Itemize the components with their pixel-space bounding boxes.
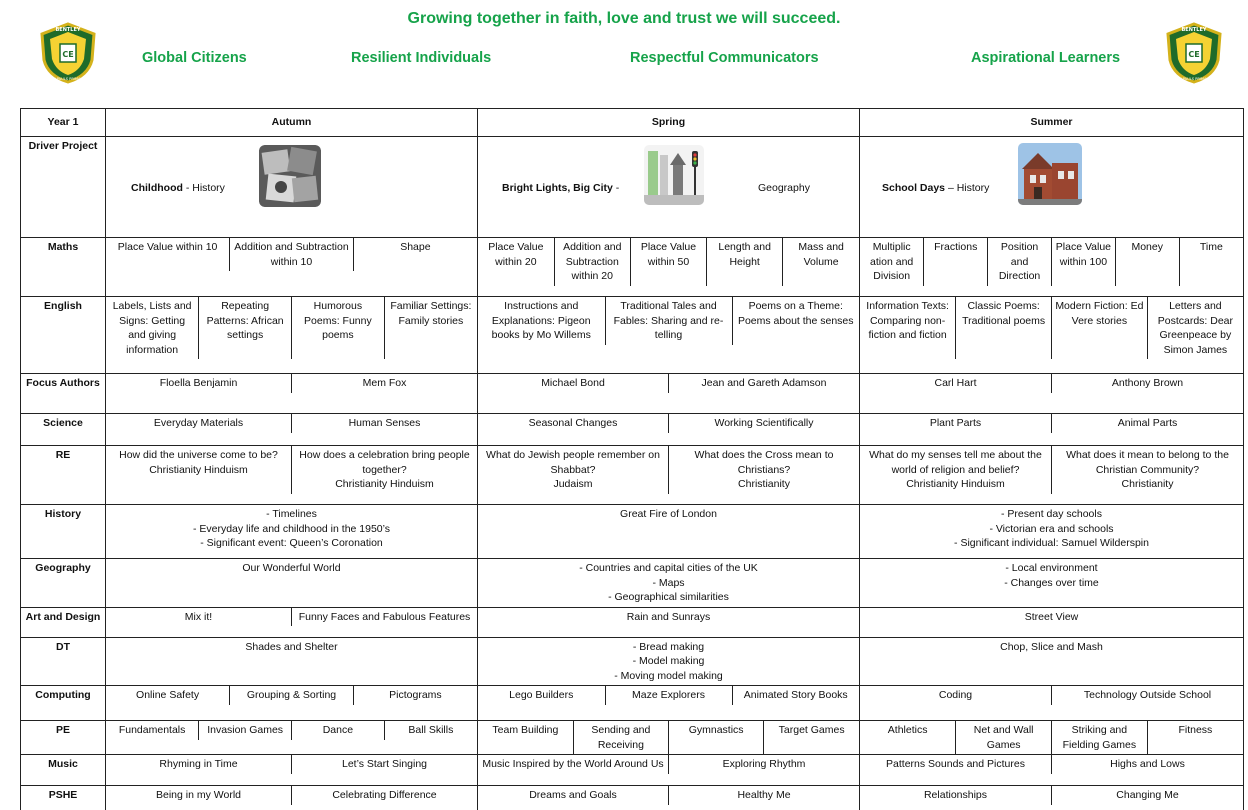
english-autumn-3: Humorous Poems: Funny poems [292,297,385,359]
pe-spring-2: Sending and Receiving [573,721,668,754]
english-row [21,297,1244,374]
row-label-computing: Computing [21,686,106,721]
history-summer: - Present day schools - Victorian era and schools - Significant individual: Samuel Wilderspin [860,505,1244,559]
row-label-pshe: PSHE [21,786,106,810]
pe-autumn-4: Ball Skills [384,721,477,740]
computing-row [21,686,1244,721]
english-summer-4: Letters and Postcards: Dear Greenpeace by Simon James [1147,297,1243,359]
art-autumn-2: Funny Faces and Fabulous Features [292,608,478,627]
pe-spring-1: Team Building [492,724,559,736]
pe-spring-4: Target Games [764,721,859,754]
art-summer: Street View [860,607,1244,637]
author-autumn-1: Floella Benjamin [159,377,238,389]
author-spring-1: Michael Bond [541,377,605,389]
science-autumn-1: Everyday Materials [153,417,244,429]
computing-summer-2: Technology Outside School [1052,686,1244,705]
pshe-autumn-2: Celebrating Difference [292,786,478,805]
city-lights-icon [644,145,704,205]
term-autumn: Autumn [106,109,478,137]
english-spring-1: Instructions and Explanations: Pigeon books by Mo Willems [491,300,591,341]
driver-autumn-title: Childhood - History [131,182,225,194]
pshe-spring-1: Dreams and Goals [529,789,617,801]
maths-autumn-1: Place Value within 10 [117,241,218,253]
school-building-icon [1018,143,1082,205]
pshe-summer-2: Changing Me [1052,786,1244,805]
logo-letters: CE [62,50,74,59]
english-spring-2: Traditional Tales and Fables: Sharing and re-telling [605,297,732,345]
driver-autumn [106,137,478,238]
pe-autumn-2: Invasion Games [199,721,292,740]
dt-row [21,637,1244,686]
maths-summer-4: Place Value within 100 [1051,238,1115,286]
driver-spring-subject: Geography [758,182,810,194]
art-autumn-1: Mix it! [184,610,213,623]
maths-spring-3: Place Value within 50 [630,238,706,286]
re-autumn-2: How does a celebration bring people together? Christianity Hinduism [292,446,478,494]
driver-spring-title: Bright Lights, Big City - [502,182,620,194]
author-autumn-2: Mem Fox [292,374,478,393]
science-row [21,414,1244,446]
value-global-citizens: Global Citizens [142,50,247,66]
computing-spring-2: Maze Explorers [605,686,732,705]
geography-row [21,559,1244,608]
row-label-authors: Focus Authors [21,374,106,414]
school-logo-right [1166,22,1222,84]
maths-summer-3: Position and Direction [988,238,1052,286]
school-logo-left [40,22,96,84]
science-summer-2: Animal Parts [1052,414,1244,433]
maths-autumn-3: Shape [353,238,477,271]
geography-autumn: Our Wonderful World [106,559,478,608]
maths-summer-1: Multiplic ation and Division [870,241,914,282]
maths-summer-2: Fractions [924,238,988,286]
science-spring-1: Seasonal Changes [528,417,618,429]
term-spring: Spring [478,109,860,137]
maths-summer-6: Time [1179,238,1243,286]
maths-spring-4: Length and Height [707,238,783,286]
row-label-english: English [21,297,106,374]
music-autumn-1: Rhyming in Time [159,758,238,770]
row-label-re: RE [21,446,106,505]
pe-row [21,721,1244,755]
history-row [21,505,1244,559]
re-summer-1: What do my senses tell me about the world of religion and belief? Christianity Hinduism [869,449,1042,490]
pe-autumn-1: Fundamentals [118,724,186,736]
science-autumn-2: Human Senses [292,414,478,433]
curriculum-table [20,108,1244,810]
art-row [21,607,1244,637]
logo-text: BENTLEY [55,27,81,33]
re-spring-1: What do Jewish people remember on Shabbat? Judaism [486,449,660,490]
pshe-summer-1: Relationships [923,789,988,801]
music-autumn-2: Let’s Start Singing [292,755,478,774]
re-summer-2: What does it mean to belong to the Christian Community? Christianity [1052,446,1244,494]
childhood-photo-icon [259,145,321,207]
pe-summer-2: Net and Wall Games [956,721,1052,754]
logo-sub-text: ST PAULS PRIMARY [51,77,85,81]
author-summer-1: Carl Hart [934,377,977,389]
music-summer-1: Patterns Sounds and Pictures [886,758,1025,770]
music-spring-1: Music Inspired by the World Around Us [482,758,664,770]
english-autumn-4: Familiar Settings: Family stories [384,297,477,359]
authors-row [21,374,1244,414]
pe-autumn-3: Dance [292,721,385,740]
science-summer-1: Plant Parts [929,417,982,429]
geography-summer: - Local environment - Changes over time [860,559,1244,608]
header-row [21,109,1244,137]
history-spring: Great Fire of London [478,505,860,559]
pe-spring-3: Gymnastics [669,721,764,754]
pe-summer-1: Athletics [887,724,928,736]
row-label-driver: Driver Project [21,137,106,238]
english-summer-1: Information Texts: Comparing non-fiction and fiction [866,300,949,341]
english-spring-3: Poems on a Theme: Poems about the senses [732,297,859,345]
pe-summer-3: Striking and Fielding Games [1052,721,1148,754]
maths-spring-2: Addition and Subtraction within 20 [554,238,630,286]
maths-spring-5: Mass and Volume [783,238,859,286]
row-label-dt: DT [21,637,106,686]
music-row [21,755,1244,786]
re-autumn-1: How did the universe come to be? Christianity Hinduism [119,449,278,476]
re-spring-2: What does the Cross mean to Christians? Christianity [669,446,860,494]
computing-spring-1: Lego Builders [509,689,574,701]
author-summer-2: Anthony Brown [1052,374,1244,393]
dt-autumn: Shades and Shelter [106,637,478,686]
term-summer: Summer [860,109,1244,137]
computing-autumn-3: Pictograms [353,686,477,705]
english-summer-2: Classic Poems: Traditional poems [956,297,1052,359]
english-autumn-1: Labels, Lists and Signs: Getting and giving information [112,300,192,356]
re-row [21,446,1244,505]
computing-summer-1: Coding [938,689,973,701]
pshe-row [21,786,1244,810]
row-label-history: History [21,505,106,559]
computing-autumn-1: Online Safety [136,689,200,701]
english-autumn-2: Repeating Patterns: African settings [199,297,292,359]
computing-spring-3: Animated Story Books [732,686,859,705]
row-label-art: Art and Design [21,607,106,637]
music-spring-2: Exploring Rhythm [669,755,860,774]
english-summer-3: Modern Fiction: Ed Vere stories [1052,297,1148,359]
art-spring: Rain and Sunrays [478,607,860,637]
computing-autumn-2: Grouping & Sorting [230,686,354,705]
maths-autumn-2: Addition and Subtraction within 10 [230,238,354,271]
driver-summer [860,137,1244,238]
history-autumn: - Timelines - Everyday life and childhood in the 1950’s - Significant event: Queen’s Coronation [106,505,478,559]
dt-spring: - Bread making - Model making - Moving model making [478,637,860,686]
value-resilient-individuals: Resilient Individuals [351,50,492,66]
row-label-music: Music [21,755,106,786]
logo-letters: CE [1188,50,1200,59]
music-summer-2: Highs and Lows [1052,755,1244,774]
value-respectful-communicators: Respectful Communicators [630,50,819,66]
geography-spring: - Countries and capital cities of the UK - Maps - Geographical similarities [478,559,860,608]
maths-summer-5: Money [1115,238,1179,286]
row-label-maths: Maths [21,238,106,297]
dt-summer: Chop, Slice and Mash [860,637,1244,686]
driver-spring [478,137,860,238]
row-label-geography: Geography [21,559,106,608]
maths-spring-1: Place Value within 20 [488,241,544,268]
logo-text: BENTLEY [1181,27,1207,33]
value-aspirational-learners: Aspirational Learners [971,50,1121,66]
pe-summer-4: Fitness [1147,721,1243,754]
driver-row [21,137,1244,238]
year-label: Year 1 [21,109,106,137]
row-label-science: Science [21,414,106,446]
row-label-pe: PE [21,721,106,755]
driver-summer-title: School Days – History [882,182,990,194]
maths-row [21,238,1244,297]
pshe-autumn-1: Being in my World [155,789,241,801]
logo-sub-text: ST PAULS PRIMARY [1177,77,1211,81]
school-motto: Growing together in faith, love and trust we will succeed. [407,10,841,27]
science-spring-2: Working Scientifically [669,414,860,433]
pshe-spring-2: Healthy Me [669,786,860,805]
author-spring-2: Jean and Gareth Adamson [669,374,860,393]
